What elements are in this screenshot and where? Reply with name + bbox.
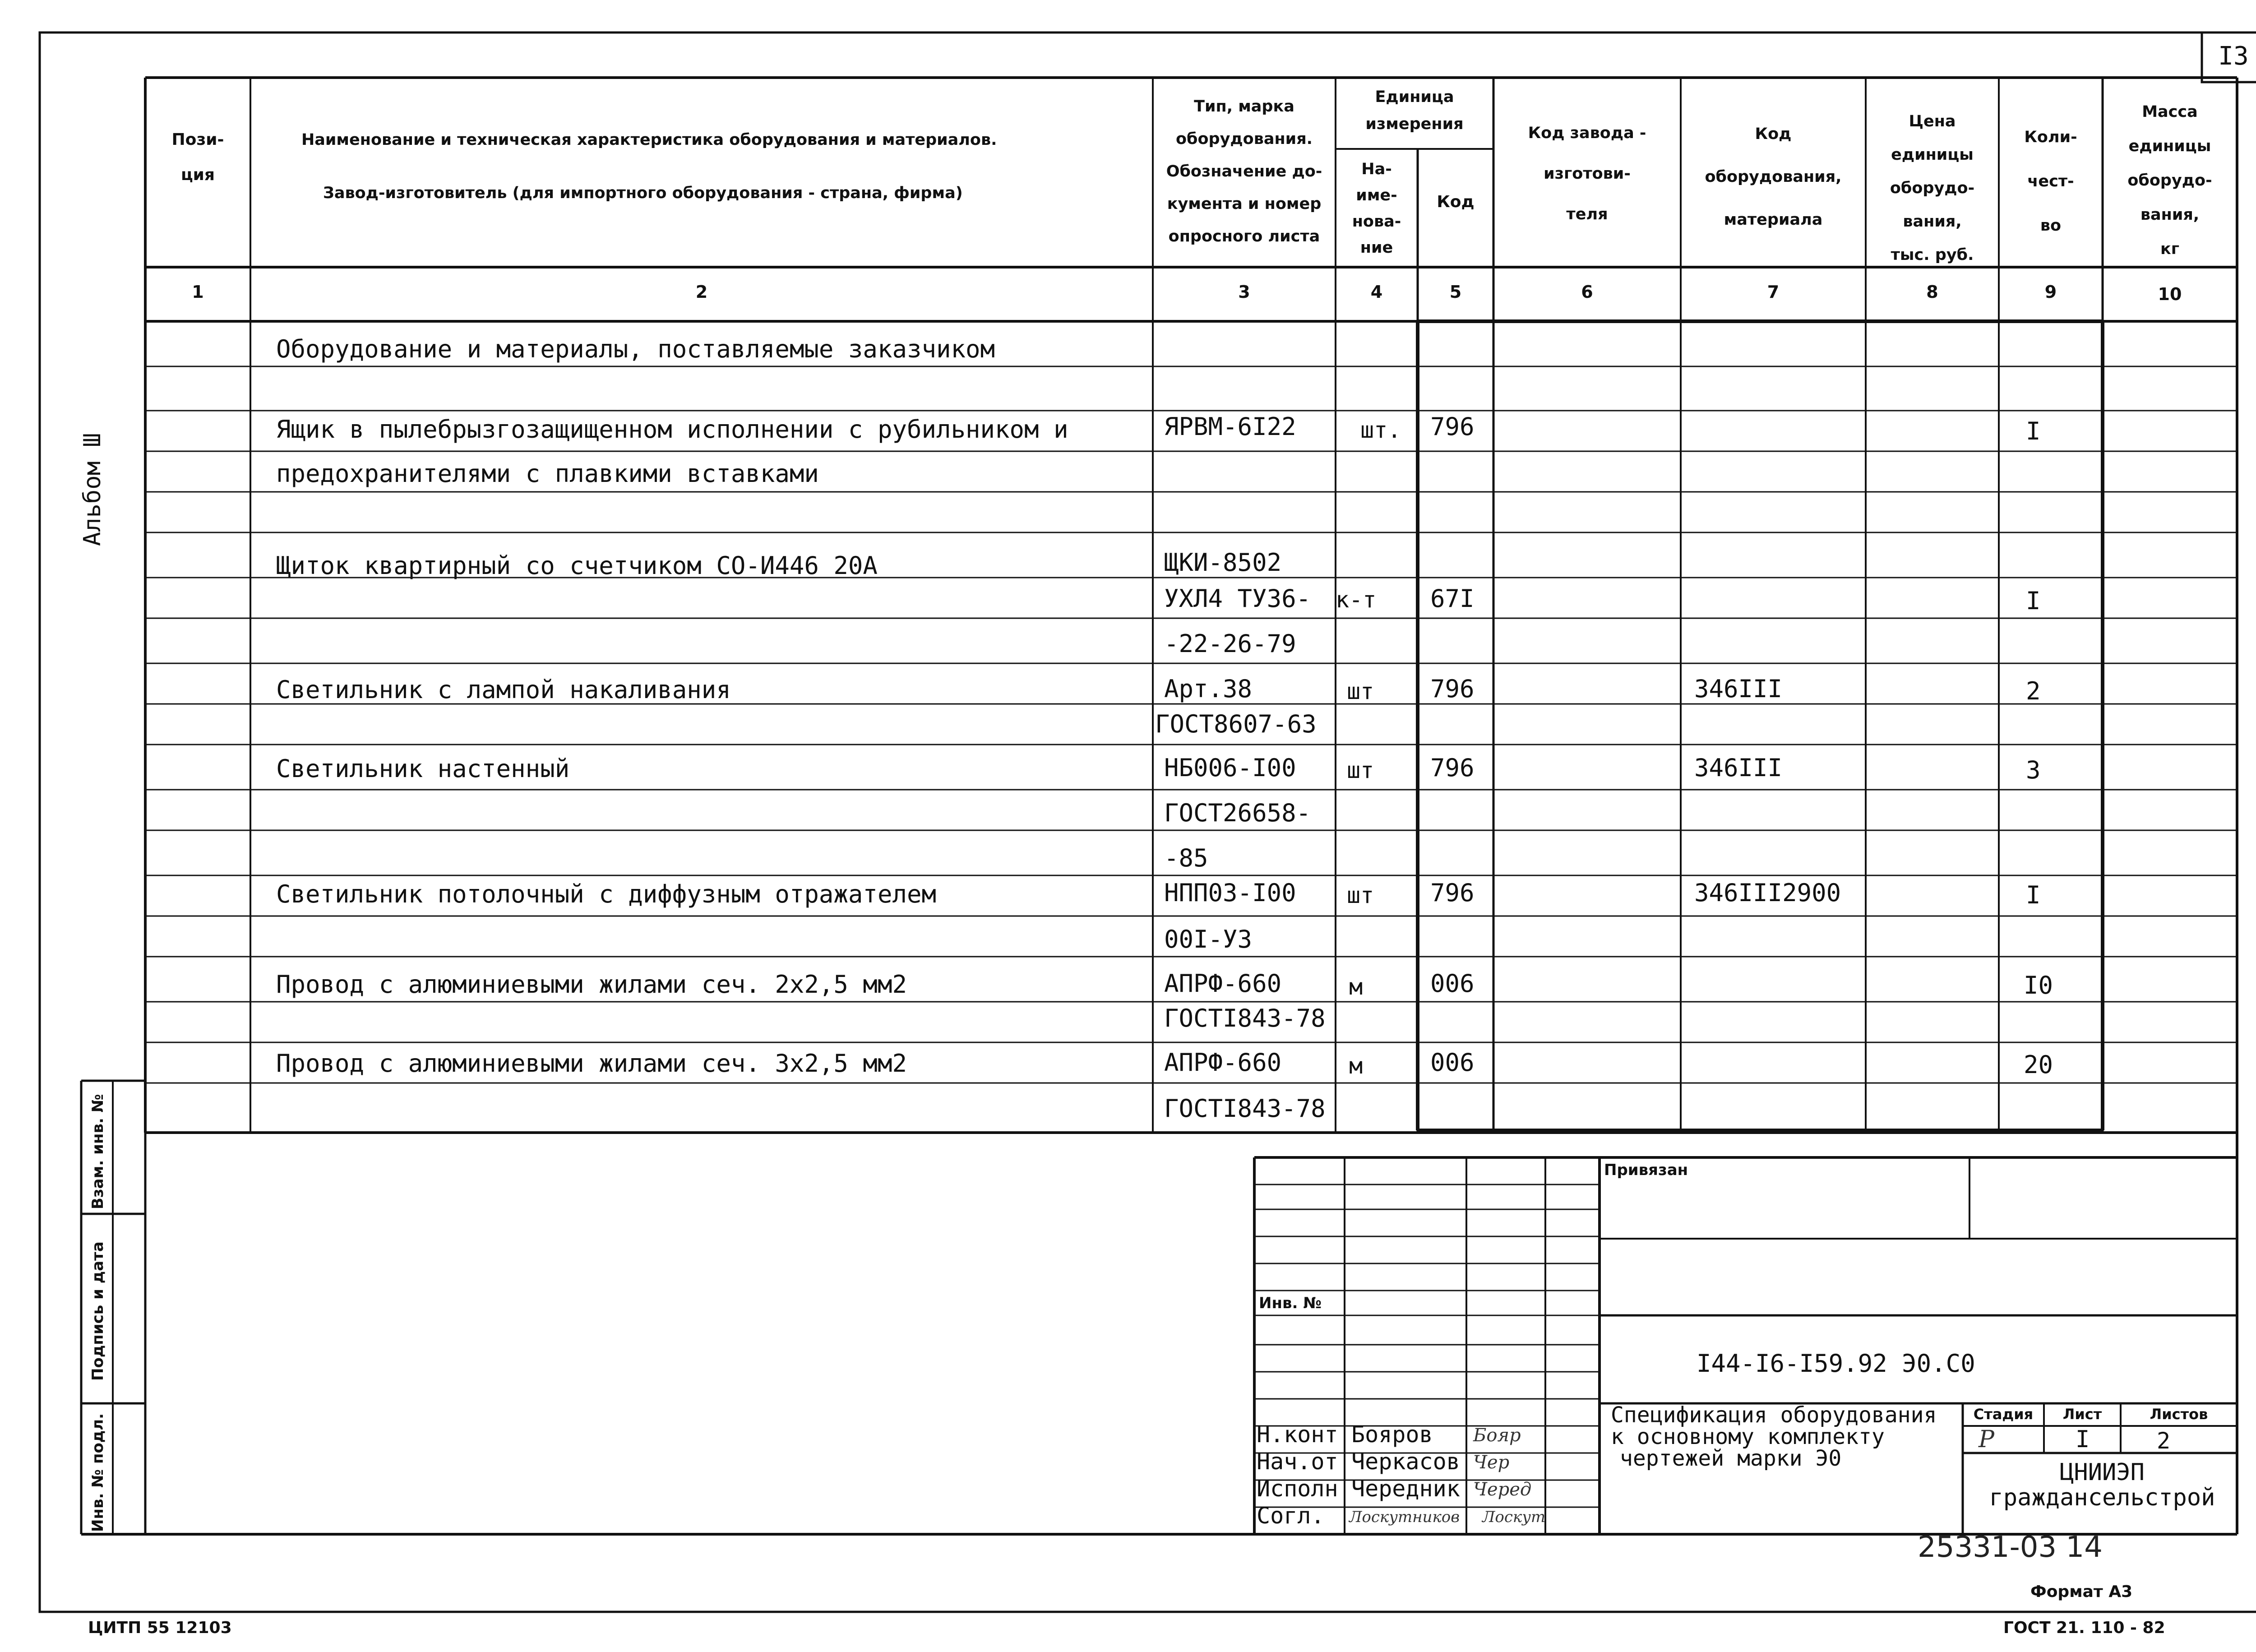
row-code: 796 (1430, 754, 1475, 782)
sheet-number: I3 (2218, 42, 2249, 71)
row-equip-code: 346III (1694, 754, 1783, 782)
stage-value: Р (1979, 1426, 1994, 1453)
row-type: ЯРВМ-6I22 (1164, 412, 1296, 441)
row-type: ГОСТI843-78 (1164, 1094, 1326, 1123)
row-equip-code: 346III2900 (1694, 879, 1841, 907)
col-number-9: 9 (2044, 282, 2057, 302)
row-code: 796 (1430, 412, 1475, 441)
sheets-label: Листов (2150, 1406, 2208, 1423)
row-code: 67I (1430, 584, 1475, 613)
row-qty: 3 (2026, 756, 2041, 784)
signer-name: Лоскутников (1349, 1508, 1460, 1526)
row-unit: м (1349, 1053, 1363, 1079)
header-col10: Масса единицы оборудо- вания, кг (2127, 103, 2212, 258)
signer-name: Бояров (1351, 1421, 1433, 1448)
row-name: Светильник потолочный с диффузным отражателем (276, 880, 936, 908)
row-qty: 2 (2026, 677, 2041, 705)
footer-right: ГОСТ 21. 110 - 82 (2003, 1619, 2165, 1637)
col-number-2: 2 (695, 282, 708, 302)
header-col9: Коли- чест- во (2024, 128, 2077, 235)
col-number-7: 7 (1767, 282, 1780, 302)
signer-signature: Черед (1473, 1479, 1532, 1500)
signer-signature: Лоскут (1482, 1508, 1546, 1526)
sheets-value: 2 (2157, 1428, 2171, 1454)
row-equip-code: 346III (1694, 675, 1783, 703)
col-number-8: 8 (1926, 282, 1938, 302)
row-type: НПП03-I00 (1164, 879, 1296, 907)
row-name: Провод с алюминиевыми жилами сеч. 3x2,5 мм2 (276, 1049, 907, 1078)
col-number-1: 1 (192, 282, 204, 302)
row-unit: к-т (1336, 587, 1377, 613)
header-col1: Пози- ция (171, 130, 224, 184)
header-unit: Единица измерения (1365, 88, 1464, 133)
signer-role: Нач.от (1257, 1448, 1338, 1475)
col-number-5: 5 (1449, 282, 1462, 302)
row-type: АПРФ-660 (1164, 969, 1282, 998)
footer-left: ЦИТП 55 12103 (88, 1619, 232, 1637)
row-type: ЩКИ-8502 (1164, 548, 1282, 577)
header-col2: Наименование и техническая характеристика оборудования и материалов. Завод-изготовитель (для импортного оборудования - страна, фирма) (301, 131, 997, 202)
header-col4: На- име- нова- ние (1352, 160, 1401, 257)
sheet-label: Лист (2062, 1406, 2102, 1423)
row-qty: I0 (2024, 971, 2053, 1000)
row-type: УХЛ4 ТУ36- (1164, 584, 1311, 613)
privyazan-label: Привязан (1604, 1161, 1688, 1179)
album-label: Альбом Ш (79, 433, 106, 546)
col-number-6: 6 (1581, 282, 1593, 302)
row-unit: шт (1347, 882, 1374, 908)
row-unit: шт. (1360, 417, 1401, 443)
stage-label: Стадия (1973, 1406, 2034, 1423)
row-name: Светильник настенный (276, 754, 570, 783)
org-name: ЦНИИЭП граждансельстрой (1989, 1459, 2215, 1511)
header-col8: Цена единицы оборудо- вания, тыс. руб. (1890, 112, 1975, 264)
header-col6: Код завода - изготови- теля (1528, 124, 1646, 223)
inv-no-label: Инв. № (1259, 1294, 1322, 1312)
signer-signature: Бояр (1473, 1425, 1521, 1446)
row-type: 00I-У3 (1164, 925, 1253, 953)
header-col5: Код (1437, 193, 1475, 211)
margin-inv-podl: Инв. № подл. (89, 1413, 107, 1532)
format-label: Формат А3 (2030, 1583, 2133, 1601)
margin-vzam: Взам. инв. № (89, 1094, 107, 1209)
row-qty: I (2026, 587, 2041, 615)
doc-title: Спецификация оборудования к основному комплекту чертежей марки Э0 (1611, 1402, 1937, 1471)
signer-name: Чередник (1351, 1476, 1460, 1502)
row-qty: 20 (2024, 1050, 2053, 1079)
row-code: 006 (1430, 1048, 1475, 1077)
row-name: Светильник с лампой накаливания (276, 676, 731, 704)
row-unit: шт (1347, 678, 1374, 704)
row-name: Щиток квартирный со счетчиком СО-И446 20А (276, 551, 878, 580)
row-unit: шт (1347, 757, 1374, 783)
signer-role: Н.конт (1257, 1421, 1338, 1448)
header-col7: Код оборудования, материала (1705, 125, 1842, 229)
doc-code: I44-I6-I59.92 Э0.С0 (1697, 1349, 1975, 1378)
header-col3: Тип, марка оборудования. Обозначение до- кумента и номер опросного листа (1166, 97, 1322, 245)
row-type: Арт.38 (1164, 675, 1253, 703)
row-type: -85 (1164, 844, 1208, 872)
sheet-value: I (2076, 1426, 2090, 1453)
col-number-4: 4 (1370, 282, 1383, 302)
row-code: 796 (1430, 879, 1475, 907)
col-number-10: 10 (2158, 284, 2182, 304)
row-type: ГОСТI843-78 (1164, 1004, 1326, 1032)
row-name: Оборудование и материалы, поставляемые заказчиком (276, 335, 995, 363)
row-type: АПРФ-660 (1164, 1048, 1282, 1077)
row-name: Ящик в пылебрызгозащищенном исполнении с рубильником и (276, 415, 1068, 444)
signer-name: Черкасов (1351, 1448, 1460, 1475)
row-name: Провод с алюминиевыми жилами сеч. 2x2,5 мм2 (276, 970, 907, 999)
col-number-3: 3 (1238, 282, 1250, 302)
row-name: предохранителями с плавкими вставками (276, 459, 819, 488)
margin-podpis: Подпись и дата (89, 1241, 107, 1381)
row-unit: м (1349, 974, 1363, 1000)
row-type: ГОСТ8607-63 (1155, 710, 1317, 738)
row-type: -22-26-79 (1164, 629, 1296, 658)
signer-role: Согл. (1257, 1503, 1325, 1529)
row-type: НБ006-I00 (1164, 754, 1296, 782)
signer-signature: Чер (1473, 1452, 1510, 1473)
signer-role: Исполн (1257, 1476, 1338, 1502)
row-qty: I (2026, 417, 2041, 445)
row-type: ГОСТ26658- (1164, 799, 1311, 827)
row-code: 006 (1430, 969, 1475, 998)
row-code: 796 (1430, 675, 1475, 703)
archive-number: 25331-03 14 (1918, 1531, 2103, 1564)
row-qty: I (2026, 881, 2041, 909)
